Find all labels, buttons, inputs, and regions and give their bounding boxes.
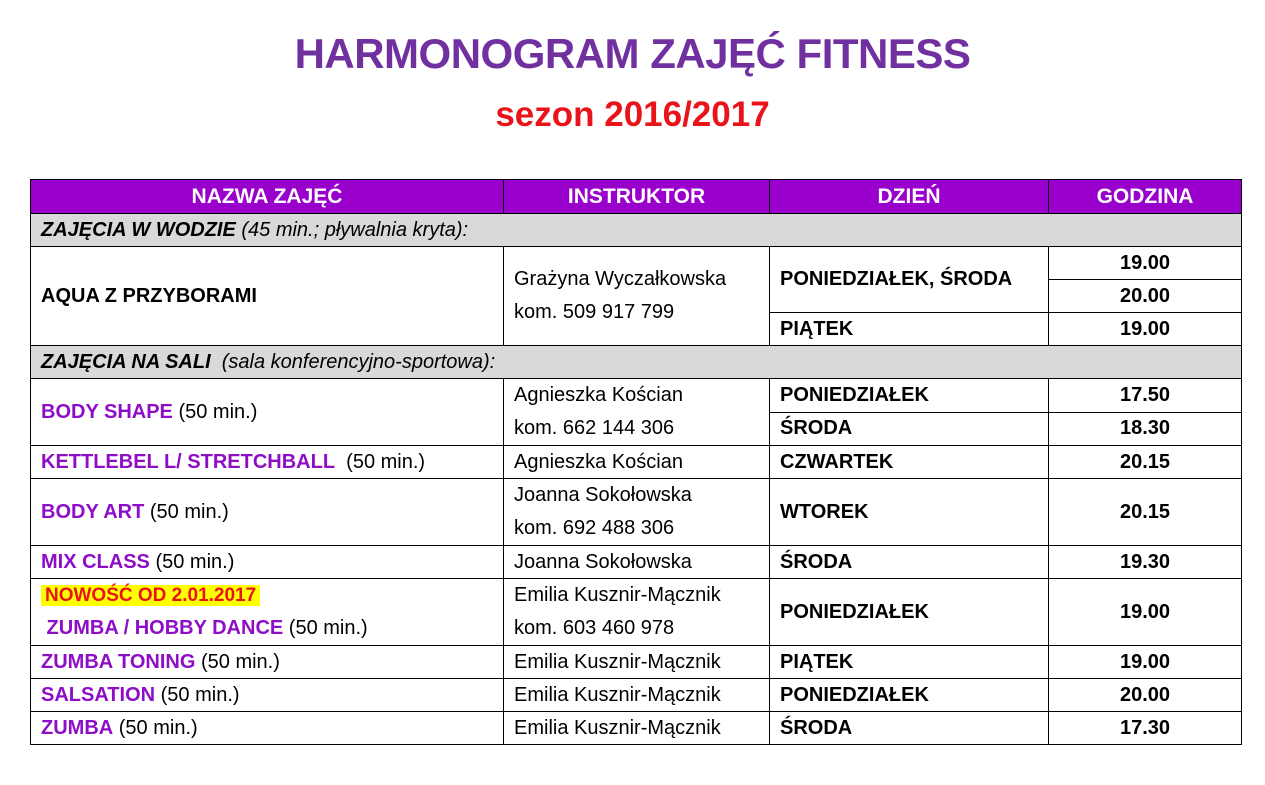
section-hall-title: ZAJĘCIA NA SALI — [41, 350, 211, 373]
section-water-row — [31, 214, 1242, 247]
section-water-title: ZAJĘCIA W WODZIE — [41, 218, 236, 241]
schedule-table — [30, 179, 1242, 745]
class-cell — [31, 712, 504, 745]
table-row — [31, 446, 1242, 479]
class-cell — [31, 479, 504, 546]
day-cell: ŚRODA — [770, 712, 1049, 745]
table-row — [31, 579, 1242, 646]
class-name: BODY ART — [41, 500, 145, 523]
instructor-name: Emilia Kusznir-Mącznik — [504, 712, 770, 745]
instructor-name: Grażyna Wyczałkowska — [514, 268, 727, 290]
day-cell: ŚRODA — [770, 546, 1049, 579]
hour-cell: 20.15 — [1049, 479, 1242, 546]
header-hour: GODZINA — [1049, 180, 1242, 214]
section-water — [31, 214, 1242, 247]
section-hall-note: (sala konferencyjno-sportowa): — [210, 350, 496, 373]
day-cell: PONIEDZIAŁEK, ŚRODA — [770, 247, 1049, 313]
class-name: MIX CLASS — [41, 550, 150, 573]
class-duration: (50 min.) — [155, 683, 240, 706]
hour-cell: 17.30 — [1049, 712, 1242, 745]
instructor-cell — [504, 379, 770, 446]
instructor-phone: kom. 692 488 306 — [514, 517, 675, 539]
class-name: KETTLEBEL L/ STRETCHBALL — [41, 450, 336, 473]
day-cell: CZWARTEK — [770, 446, 1049, 479]
instructor-name: Agnieszka Kościan — [514, 384, 683, 406]
header-day: DZIEŃ — [770, 180, 1049, 214]
class-cell — [31, 379, 504, 446]
instructor-phone: kom. 662 144 306 — [514, 417, 675, 439]
hour-cell: 20.00 — [1049, 280, 1242, 313]
day-cell: WTOREK — [770, 479, 1049, 546]
new-badge: NOWOŚĆ OD 2.01.2017 — [41, 585, 260, 606]
day-cell: PIĄTEK — [770, 646, 1049, 679]
class-duration: (50 min.) — [144, 500, 229, 523]
instructor-name: Joanna Sokołowska — [514, 484, 692, 506]
instructor-phone: kom. 603 460 978 — [514, 617, 675, 639]
class-duration: (50 min.) — [149, 550, 235, 573]
hour-cell: 19.00 — [1049, 247, 1242, 280]
class-cell — [31, 546, 504, 579]
class-cell — [31, 646, 504, 679]
instructor-name: Emilia Kusznir-Mącznik — [504, 646, 770, 679]
class-cell — [31, 579, 504, 646]
class-duration: (50 min.) — [113, 716, 198, 739]
day-cell: PONIEDZIAŁEK — [770, 379, 1049, 413]
hour-cell: 19.00 — [1049, 579, 1242, 646]
table-row — [31, 546, 1242, 579]
page-title: HARMONOGRAM ZAJĘĆ FITNESS — [294, 30, 971, 77]
season-subtitle: sezon 2016/2017 — [495, 95, 770, 134]
class-duration: (50 min.) — [283, 617, 368, 639]
class-duration: (50 min.) — [195, 650, 280, 673]
hour-cell: 18.30 — [1049, 412, 1242, 446]
header-row — [31, 180, 1242, 214]
instructor-name: Joanna Sokołowska — [504, 546, 770, 579]
instructor-cell — [504, 247, 770, 346]
instructor-cell — [504, 579, 770, 646]
instructor-name: Emilia Kusznir-Mącznik — [504, 679, 770, 712]
hour-cell: 19.00 — [1049, 646, 1242, 679]
class-name: SALSATION — [41, 683, 156, 706]
class-name: ZUMBA — [41, 716, 114, 739]
instructor-phone: kom. 509 917 799 — [514, 301, 675, 323]
day-cell: ŚRODA — [770, 412, 1049, 446]
class-duration: (50 min.) — [335, 450, 426, 473]
hour-cell: 20.15 — [1049, 446, 1242, 479]
day-cell: PIĄTEK — [770, 313, 1049, 346]
instructor-name: Emilia Kusznir-Mącznik — [514, 584, 721, 606]
table-row — [31, 679, 1242, 712]
class-name: ZUMBA / HOBBY DANCE — [41, 617, 284, 639]
hour-cell: 20.00 — [1049, 679, 1242, 712]
class-cell — [31, 679, 504, 712]
header-instructor: INSTRUKTOR — [504, 180, 770, 214]
day-cell: PONIEDZIAŁEK — [770, 579, 1049, 646]
day-cell: PONIEDZIAŁEK — [770, 679, 1049, 712]
instructor-name: Agnieszka Kościan — [504, 446, 770, 479]
hour-cell: 17.50 — [1049, 379, 1242, 413]
hour-cell: 19.30 — [1049, 546, 1242, 579]
section-water-note: (45 min.; pływalnia kryta): — [235, 218, 469, 241]
section-hall-row — [31, 346, 1242, 379]
header-name: NAZWA ZAJĘĆ — [31, 180, 504, 214]
section-hall — [31, 346, 1242, 379]
table-row — [31, 646, 1242, 679]
table-row — [31, 247, 1242, 280]
class-name: ZUMBA TONING — [41, 650, 196, 673]
hour-cell: 19.00 — [1049, 313, 1242, 346]
class-cell — [31, 446, 504, 479]
table-row — [31, 479, 1242, 546]
instructor-cell — [504, 479, 770, 546]
class-name: AQUA Z PRZYBORAMI — [31, 247, 504, 346]
table-row — [31, 379, 1242, 413]
class-duration: (50 min.) — [172, 400, 258, 423]
class-name: BODY SHAPE — [41, 400, 173, 423]
table-row — [31, 712, 1242, 745]
